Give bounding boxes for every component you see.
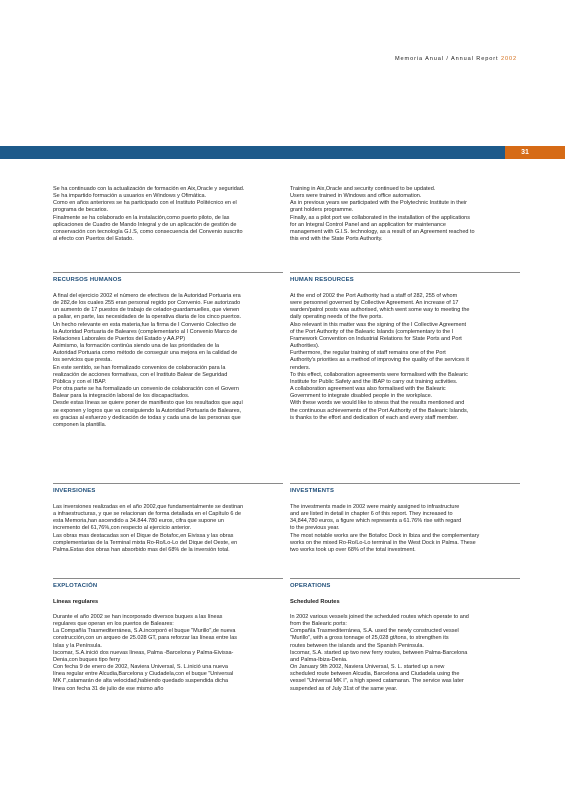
text-line: Como en años anteriores se ha participado con el Instituto Politécnico en el [53, 200, 237, 207]
text-line: los servicios que presta. [53, 357, 112, 364]
text-line: the continuous achievements of the Port Authority of the Balearic Islands, [290, 407, 469, 414]
text-line: programa de becarios. [53, 207, 109, 214]
section-divider [290, 272, 520, 273]
text-line: routes between the islands and the Spanish Peninsula. [290, 642, 424, 649]
text-line: renders. [290, 364, 311, 371]
text-line: a infraestructuras, y que se relacionan de forma detallada en el Capítulo 6 de [53, 511, 242, 518]
text-line: 34,844,780 euros, a figure which represents a 61.76% rise with regard [290, 518, 462, 525]
text-line: At the end of 2002 the Port Authority had a staff of 282, 255 of whom [290, 293, 458, 299]
text-line: were personnel governed by Collective Agreement. An increase of 17 [290, 300, 459, 307]
section-body [290, 614, 520, 693]
text-line: Authorities). [290, 343, 320, 350]
section-body [290, 504, 520, 554]
section-heading: RECURSOS HUMANOS [53, 277, 122, 283]
text-line: of the Port Authority of the Balearic Islands (complementary to the I [290, 328, 454, 335]
text-line: se exponen y logros que va consiguiendo la Autoridad Portuaria de Baleares, [53, 407, 242, 414]
text-line: es gracias al esfuerzo y dedicación de todas y cada una de las personas que [53, 414, 241, 421]
section-body [53, 614, 283, 693]
section-body [290, 293, 520, 422]
text-line: Desde estas líneas se quiere poner de manifiesto que los resultados que aquí [53, 400, 243, 407]
text-line: Por otra parte se ha formalizado un convenio de colaboración con el Govern [53, 386, 239, 393]
text-line: scheduled route between Alcudia, Barcelona and Ciudadela using the [290, 671, 460, 678]
text-line: to the previous year. [290, 525, 340, 532]
text-line: Institute for Public Safety and the IBAP to carry out training activities. [290, 378, 458, 385]
intro-es [53, 186, 283, 243]
section-divider [53, 483, 283, 484]
text-line: construcción,con un arqueo de 25.028 GT, para reforzar las líneas entre las [53, 635, 238, 642]
text-line: Balear para la integración laboral de los discapacitados. [53, 393, 190, 400]
text-line: daily operating needs of the five ports. [290, 314, 383, 321]
text-line: suspended as of July 31st of the same year. [290, 685, 398, 692]
text-line: Iscomar, S.A.inició dos nuevas líneas, Palma -Barcelona y Palma-Eivissa- [53, 649, 234, 656]
page-number: 31 [521, 149, 529, 156]
text-line: and Palma-Ibiza-Denia. [290, 656, 348, 663]
text-line: Denia,con buques tipo ferry [53, 656, 121, 663]
text-line: Las obras mas destacadas son el Dique de Botafoc,en Eivissa y las obras [53, 532, 234, 539]
text-line: two works took up over 68% of the total investment. [290, 546, 416, 553]
text-line: Se ha continuado con la actualización de formación en Aix,Oracle y seguridad. [53, 186, 245, 192]
text-line: Users were trained in Windows and office automation. [290, 193, 422, 200]
text-line: Asimismo, la formación continúa siendo una de las prioridades de la [53, 343, 220, 350]
text-line: Compañía Trasmediterránea, S.A. used the newly constructed vessel [290, 628, 459, 635]
text-line: A collaboration agreement was also formalised with the Balearic [290, 386, 446, 393]
text-line: A final del ejercicio 2002 el número de efectivos de la Autoridad Portuaria era [53, 293, 241, 299]
text-line: management with G.I.S. technology, as a result of an Agreement reached to [290, 228, 475, 235]
text-line: The most notable works are the Botafoc Dock in Ibiza and the complementary [290, 532, 480, 539]
text-line: On January 9th 2002, Naviera Universal, S. L. started up a new [290, 664, 445, 671]
section-divider [290, 483, 520, 484]
text-line: de 282,de los cuales 255 eran personal regido por Convenio. Fue autorizado [53, 300, 241, 307]
text-line: Finally, as a pilot port we collaborated in the installation of the applications [290, 214, 470, 221]
text-line: In 2002 various vessels joined the scheduled routes which operate to and [290, 614, 469, 620]
text-line: complementarias de la Terminal mixta Ro-Ro/Lo-Lo del Dique del Oeste, en [53, 539, 238, 546]
section-heading: OPERATIONS [290, 583, 331, 589]
text-line: works on the mixed Ro-Ro/Lo-Lo terminal in the West Dock in Palma. These [290, 539, 476, 546]
intro-en [290, 186, 520, 243]
text-line: As in previous years we participated with the Polytechnic Institute in their [290, 200, 468, 207]
section-investments [290, 483, 520, 554]
text-line: Authority's priorities as a method of improving the quality of the services it [290, 357, 469, 364]
section-divider [53, 272, 283, 273]
text-line: Finalmente se ha colaborado en la instalación,como puerto piloto, de las [53, 214, 230, 221]
section-heading: INVESTMENTS [290, 488, 335, 494]
section-body [53, 293, 283, 429]
text-line: a paliar, en parte, las necesidades de la operativa diaria de los cinco puertos. [53, 314, 242, 321]
section-body [53, 504, 283, 554]
text-line: realización de acciones formativas, con el Instituto Balear de Seguridad [53, 371, 228, 378]
text-line: Islas y la Península. [53, 642, 102, 649]
text-line: Also relevant in this matter was the signing of the I Collective Agreement [290, 321, 467, 328]
section-inversiones [53, 483, 283, 554]
text-line: vessel "Universal MK I", a high speed catamaran. The service was later [290, 678, 464, 685]
section-explotacion [53, 578, 283, 693]
subsection-heading: Líneas regulares [53, 599, 99, 605]
text-line: conservación con tecnología G.I.S, como consecuencia del Convenio suscrito [53, 228, 243, 235]
text-line: Relaciones Laborales de Puertos del Estado y AA.PP) [53, 335, 186, 342]
section-heading: INVERSIONES [53, 488, 96, 494]
text-line: With these words we would like to stress that the results mentioned and [290, 400, 465, 407]
text-line: To this effect, collaboration agreements were formalised with the Balearic [290, 371, 468, 378]
text-line: Pública y con el IBAP. [53, 378, 107, 385]
text-line: La Compañía Trasmediterránea, S.A.incorporó el buque "Murillo",de nueva [53, 628, 236, 635]
text-line: Framework Convention on Industrial Relations for State Ports and Port [290, 335, 462, 342]
text-line: regulares que operan en los puertos de Baleares: [53, 621, 174, 628]
text-line: is thanks to the effort and dedication of each and every staff member. [290, 414, 459, 421]
text-line: grant holders programme. [290, 207, 354, 214]
section-divider [290, 578, 520, 579]
text-line: for an Integral Control Panel and an application for maintenance [290, 221, 446, 228]
text-line: un aumento de 17 puestos de trabajo de celador-guardamuelles, que vienen [53, 307, 240, 314]
text-line: The investments made in 2002 were mainly assigned to infrastructure [290, 504, 460, 510]
text-line: línea regular entre Alcudia,Barcelona y Ciudadela,con el buque "Universal [53, 671, 234, 678]
text-line: Un hecho relevante en esta materia,fue la firma de I Convenio Colectivo de [53, 321, 237, 328]
section-divider [53, 578, 283, 579]
section-heading: HUMAN RESOURCES [290, 277, 354, 283]
text-line: Training in Aix,Oracle and security continued to be updated. [290, 186, 436, 192]
text-line: aplicaciones de Cuadro de Mando Integral y de un aplicación de gestión de [53, 221, 237, 228]
section-recursos-humanos [53, 272, 283, 429]
section-heading: EXPLOTACIÓN [53, 583, 98, 589]
report-year: 2002 [500, 56, 517, 62]
text-line: warden/patrol posts was authorised, which went some way to meeting the [290, 307, 470, 314]
section-human-resources [290, 272, 520, 422]
text-line: and are listed in detail in chapter 6 of this report. They increased to [290, 511, 453, 518]
subsection-heading: Scheduled Routes [290, 599, 340, 605]
intro-es-lines [53, 186, 283, 243]
text-line: En este sentido, se han formalizado convenios de colaboración para la [53, 364, 226, 371]
section-operations [290, 578, 520, 693]
text-line: from the Balearic ports: [290, 621, 347, 628]
text-line: Autoridad Portuaria como método de conseguir una mejora en la calidad de [53, 350, 238, 357]
text-line: Durante el año 2002 se han incorporado diversos buques a las líneas [53, 614, 223, 620]
text-line: Las inversiones realizadas en el año 2002,que fundamentalmente se destinan [53, 504, 244, 510]
text-line: Palma.Estas dos obras han absorbido mas del 68% de la inversión total. [53, 546, 230, 553]
intro-en-lines [290, 186, 520, 243]
text-line: this end with the State Ports Authority. [290, 236, 383, 243]
text-line: Furthermore, the regular training of staff remains one of the Port [290, 350, 446, 357]
text-line: la Autoridad Portuaria de Baleares (complementario al I Convenio Marco de [53, 328, 238, 335]
text-line: MK I",catamarán de alta velocidad,habiendo quedado suspendida dicha [53, 678, 229, 685]
text-line: Se ha impartido formación a usuarios en Windows y Ofimática. [53, 193, 207, 200]
text-line: componen la plantilla. [53, 421, 107, 428]
header-band [0, 146, 565, 159]
text-line: al efecto con Puertos del Estado. [53, 236, 134, 243]
text-line: incremento del 61,76%,con respecto al ejercicio anterior. [53, 525, 192, 532]
text-line: esta Memoria,han ascendido a 34.844.780 euros, cifra que supone un [53, 518, 224, 525]
text-line: línea con fecha 31 de julio de ese mismo año [53, 685, 164, 692]
report-title: Memoria Anual / Annual Report [394, 56, 499, 62]
text-line: Government to integrate disabled people in the workplace. [290, 393, 433, 400]
text-line: Con fecha 9 de enero de 2002, Naviera Universal, S. L.inició una nueva [53, 664, 228, 671]
report-header [395, 56, 517, 62]
text-line: Iscomar, S.A. started up two new ferry routes, between Palma-Barcelona [290, 649, 468, 656]
text-line: "Murillo", with a gross tonnage of 25,028 gt/tons, to strengthen its [290, 635, 449, 642]
